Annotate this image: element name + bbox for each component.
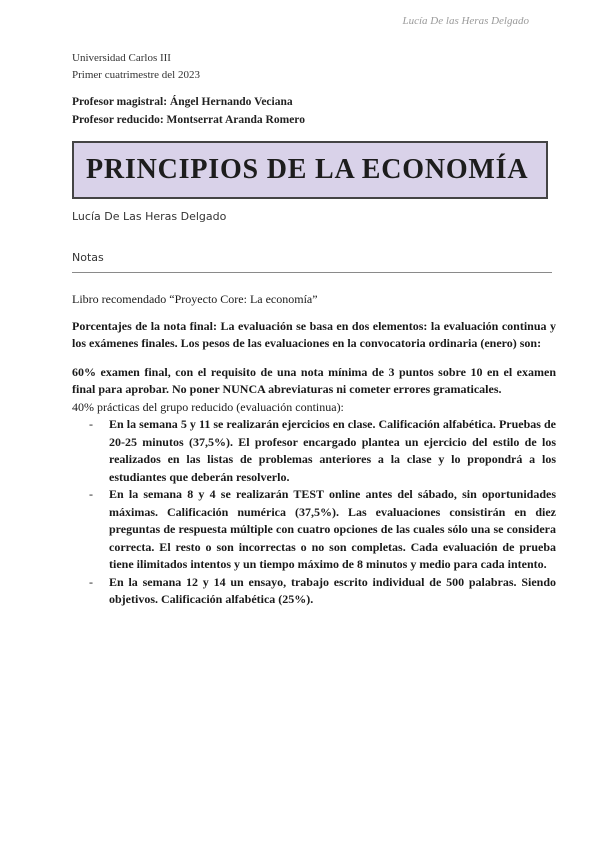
list-item-text: En la semana 8 y 4 se realizarán TEST online antes del sábado, sin oportunidades máximas. Calificación numérica (37,5%). Las evaluaciones consistirán en diez preguntas de respuesta múltiple con cuatro opciones de las cuales sólo una se considera correcta. El resto o son incorrectas o no son completas. Cada evaluación de prueba tiene ilimitados intentos y un tiempo máximo de 8 minutos y medio para cada intento. xyxy=(109,487,556,571)
bullet-dash: - xyxy=(89,417,93,431)
list-item xyxy=(72,574,556,609)
professors xyxy=(72,93,305,129)
final-exam-info: 60% examen final, con el requisito de una nota mínima de 3 puntos sobre 10 en el examen final para aprobar. No poner NUNCA abreviaturas ni cometer errores gramaticales. xyxy=(72,364,556,396)
professor-magistral: Profesor magistral: Ángel Hernando Veciana xyxy=(72,96,293,108)
title-box xyxy=(72,141,548,199)
author-name: Lucía De Las Heras Delgado xyxy=(72,210,227,223)
divider xyxy=(72,272,552,273)
bullet-dash: - xyxy=(89,487,93,501)
list-item-text: En la semana 12 y 14 un ensayo, trabajo escrito individual de 500 palabras. Siendo objetivos. Calificación alfabética (25%). xyxy=(109,574,556,606)
recommended-book: Libro recomendado “Proyecto Core: La economía” xyxy=(72,292,318,306)
course-meta xyxy=(72,50,200,84)
grade-percentages: Porcentajes de la nota final: La evaluación se basa en dos elementos: la evaluación continua y los exámenes finales. Los pesos de las evaluaciones en la convocatoria ordinaria (enero) son: xyxy=(72,318,556,350)
evaluation-list xyxy=(72,416,556,609)
list-item xyxy=(72,486,556,574)
bullet-dash: - xyxy=(89,574,93,589)
term: Primer cuatrimestre del 2023 xyxy=(72,69,200,81)
professor-reducido: Profesor reducido: Montserrat Aranda Romero xyxy=(72,114,305,126)
practicas-heading: 40% prácticas del grupo reducido (evaluación continua): xyxy=(72,399,344,414)
header-author: Lucía De las Heras Delgado xyxy=(402,15,529,27)
university-name: Universidad Carlos III xyxy=(72,52,171,64)
document-title: PRINCIPIOS DE LA ECONOMÍA xyxy=(86,154,529,185)
notes-body xyxy=(72,291,556,609)
list-item xyxy=(72,416,556,486)
section-heading: Notas xyxy=(72,251,104,264)
list-item-text: En la semana 5 y 11 se realizarán ejercicios en clase. Calificación alfabética. Pruebas de 20-25 minutos (37,5%). El profesor encargado plantea un ejercicio del estilo de los realizados en las listas de problemas anteriores a la clase y lo propondrá a los estudiantes que deberán resolverlo. xyxy=(109,417,556,484)
